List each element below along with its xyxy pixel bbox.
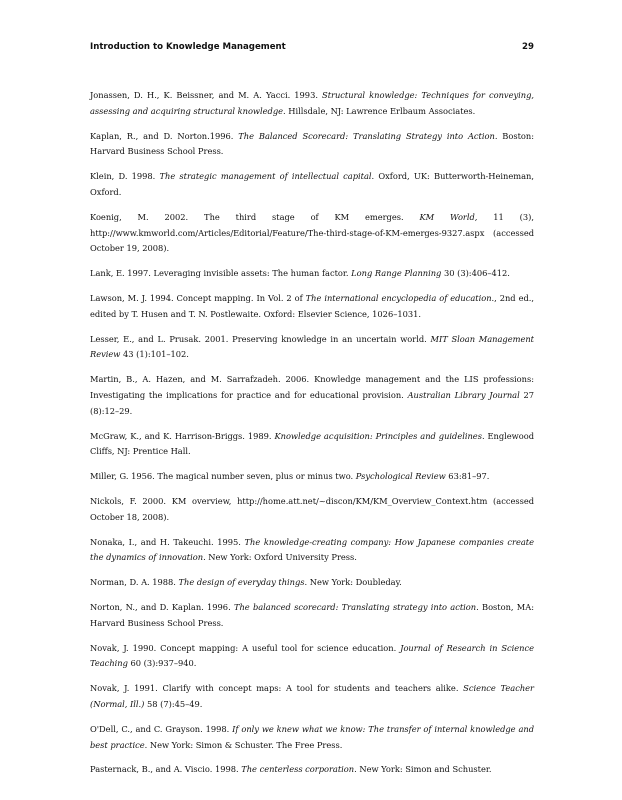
reference-title: Structural knowledge: Techniques for conveying, assessing and acquiring structural knowledge (90, 90, 534, 116)
reference-title: The strategic management of intellectual capital (159, 171, 372, 182)
reference-title: The balanced scorecard: Translating strategy into action (233, 601, 477, 612)
reference-title: Science Teacher (Normal, Ill.) (90, 683, 534, 709)
reference-entry: Miller, G. 1956. The magical number seven, plus or minus two. Psychological Review 63:81–97. (90, 471, 490, 482)
reference-entry: Jonassen, D. H., K. Beissner, and M. A. Yacci. 1993. Structural knowledge: Techniques for conveying, assessing and acquiring structural knowledge. Hillsdale, NJ: Lawrence Erlbaum Associates. (90, 90, 534, 116)
reference-entry: Nickols, F. 2000. KM overview, http://home.att.net/~discon/KM/KM_Overview_Context.htm (accessed October 18, 2008). (90, 495, 534, 522)
reference-title: If only we knew what we know: The transfer of internal knowledge and best practice (90, 723, 534, 750)
reference-title: Psychological Review (355, 471, 446, 482)
reference-title: Journal of Research in Science Teaching (90, 642, 534, 669)
reference-entry: Novak, J. 1991. Clarify with concept maps: A tool for students and teachers alike. Science Teacher (Normal, Ill.) 58 (7):45–49. (90, 683, 534, 709)
running-header (90, 42, 534, 52)
reference-entry: Lank, E. 1997. Leveraging invisible assets: The human factor. Long Range Planning 30 (3):406–412. (90, 268, 510, 279)
reference-title: KM World, (419, 211, 478, 222)
chapter-title: Introduction to Knowledge Management (90, 42, 286, 52)
reference-entry: Pasternack, B., and A. Viscio. 1998. The centerless corporation. New York: Simon and Schuster. (90, 764, 492, 775)
reference-title: The centerless corporation (241, 764, 355, 775)
reference-entry: Lesser, E., and L. Prusak. 2001. Preserving knowledge in an uncertain world. MIT Sloan Management Review 43 (1):101–102. (90, 333, 534, 360)
reference-list (90, 88, 534, 787)
reference-title: Knowledge acquisition: Principles and guidelines (274, 430, 482, 441)
reference-entry: Novak, J. 1990. Concept mapping: A useful tool for science education. Journal of Research in Science Teaching 60 (3):937–940. (90, 642, 534, 669)
reference-title: The knowledge-creating company: How Japanese companies create the dynamics of innovation (90, 536, 534, 563)
reference-entry: Martin, B., A. Hazen, and M. Sarrafzadeh. 2006. Knowledge management and the LIS professions: Investigating the implications for practice and for educational provision. Australian Library Journal 27 (8):12–29. (90, 374, 534, 416)
reference-title: Long Range Planning (351, 268, 442, 279)
reference-entry: McGraw, K., and K. Harrison-Briggs. 1989. Knowledge acquisition: Principles and guidelines. Englewood Cliffs, NJ: Prentice Hall. (90, 430, 534, 457)
reference-title: The Balanced Scorecard: Translating Strategy into Action (238, 130, 495, 141)
reference-entry: Norton, N., and D. Kaplan. 1996. The balanced scorecard: Translating strategy into action. Boston, MA: Harvard Business School Press. (90, 601, 534, 628)
page-number: 29 (522, 42, 534, 52)
reference-title: Australian Library Journal (407, 389, 520, 400)
reference-entry: Kaplan, R., and D. Norton.1996. The Balanced Scorecard: Translating Strategy into Action. Boston: Harvard Business School Press. (90, 130, 534, 157)
reference-title: The international encyclopedia of education. (305, 292, 495, 303)
reference-entry: Nonaka, I., and H. Takeuchi. 1995. The knowledge-creating company: How Japanese companies create the dynamics of innovation. New York: Oxford University Press. (90, 536, 534, 563)
reference-entry: Koenig, M. 2002. The third stage of KM emerges. KM World, 11 (3), http://www.kmworld.com/Articles/Editorial/Feature/The-third-stage-of-KM-emerges-9327.aspx (accessed October 19, 2008). (90, 211, 534, 254)
reference-entry: Norman, D. A. 1988. The design of everyday things. New York: Doubleday. (90, 577, 402, 588)
reference-entry: Lawson, M. J. 1994. Concept mapping. In Vol. 2 of The international encyclopedia of education., 2nd ed., edited by T. Husen and T. N. Postlewaite. Oxford: Elsevier Science, 1026–1031. (90, 292, 534, 319)
reference-entry: Klein, D. 1998. The strategic management of intellectual capital. Oxford, UK: Butterworth-Heineman, Oxford. (90, 171, 534, 197)
reference-title: The design of everyday things (178, 577, 305, 588)
reference-entry: O'Dell, C., and C. Grayson. 1998. If only we knew what we know: The transfer of internal knowledge and best practice. New York: Simon & Schuster. The Free Press. (90, 723, 534, 750)
reference-title: MIT Sloan Management Review (90, 333, 534, 360)
